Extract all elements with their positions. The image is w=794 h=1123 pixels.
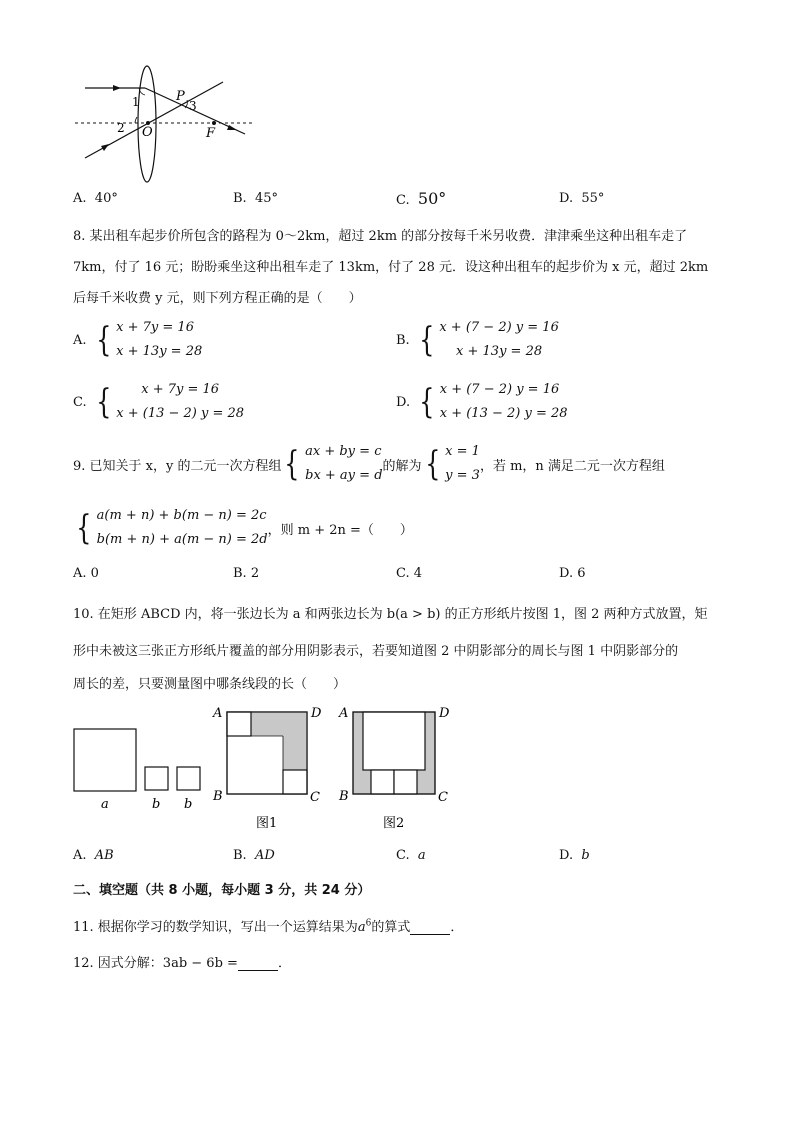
q9-stem-line2: { a(m + n) + b(m − n) = 2c b(m + n) + a(m − n) = 2d ，则 m + 2n =（ ） [76, 508, 413, 548]
label-a: a [101, 797, 109, 812]
q11-text: 11. 根据你学习的数学知识，写出一个运算结果为$a^6$的算式 ． [73, 918, 464, 935]
label-O: O [142, 125, 153, 140]
fig2-label-D: D [439, 706, 450, 721]
q10-line3: 周长的差，只要测量图中哪条线段的长（ ） [73, 677, 347, 692]
q10-line2: 形中未被这三张正方形纸片覆盖的部分用阴影表示，若要知道图 2 中阴影部分的周长与图 1 中阴影部分的 [73, 644, 679, 659]
q7-option-b[interactable]: B. 45° [233, 191, 278, 206]
square-b2 [177, 767, 200, 790]
q9-option-a[interactable]: A. 0 [73, 566, 99, 581]
figure2 [338, 706, 450, 831]
q8-line1: 8. 某出租车起步价所包含的路程为 0～2km，超过 2km 的部分按每千米另收费．津津乘坐这种出租车走了 [73, 229, 688, 244]
q9-option-d[interactable]: D. 6 [559, 566, 586, 581]
fig2-label-A: A [339, 706, 349, 721]
square-a [74, 729, 136, 791]
fig1-label-C: C [310, 790, 320, 805]
label-angle1: 1 [132, 95, 140, 109]
q7-option-a[interactable]: A. 40° [73, 191, 118, 206]
section2-heading: 二、填空题（共 8 小题，每小题 3 分，共 24 分） [73, 883, 371, 898]
q12-answer-blank[interactable] [238, 958, 278, 971]
label-P: P [176, 89, 185, 104]
q9-option-c[interactable]: C. 4 [396, 566, 423, 581]
label-b1: b [152, 797, 161, 812]
q8-line3: 后每千米收费 y 元，则下列方程正确的是（ ） [73, 291, 362, 306]
q7-lens-figure [73, 62, 258, 186]
label-b2: b [184, 797, 193, 812]
figure1 [212, 706, 322, 831]
q7-option-c[interactable]: C. 50° [396, 189, 447, 208]
fig1-label-B: B [213, 789, 223, 804]
fig2-label-C: C [438, 790, 448, 805]
q8-line2: 7km，付了 16 元；盼盼乘坐这种出租车走了 13km，付了 28 元．设这种出租车的起步价为 x 元，超过 2km [73, 260, 709, 275]
q10-option-b[interactable]: B. AD [233, 848, 275, 863]
label-angle3: 3 [189, 99, 197, 113]
q11-answer-blank[interactable] [410, 922, 450, 935]
fig2-caption: 图2 [383, 816, 405, 831]
q10-figure [70, 700, 460, 835]
q9-option-b[interactable]: B. 2 [233, 566, 260, 581]
fig1-label-A: A [213, 706, 223, 721]
fig2-label-B: B [339, 789, 349, 804]
label-angle2: 2 [117, 121, 125, 135]
q7-option-d[interactable]: D. 55° [559, 191, 605, 206]
q12-text: 12. 因式分解：3ab − 6b = ． [73, 956, 291, 971]
q10-option-c[interactable]: C. a [396, 848, 426, 863]
q10-option-a[interactable]: A. AB [73, 848, 114, 863]
label-F: F [206, 126, 216, 141]
q10-option-d[interactable]: D. b [559, 848, 590, 863]
fig1-caption: 图1 [256, 816, 278, 831]
q10-line1: 10. 在矩形 ABCD 内，将一张边长为 a 和两张边长为 b(a > b) 的正方形纸片按图 1，图 2 两种方式放置，矩 [73, 607, 708, 622]
square-b1 [145, 767, 168, 790]
q9-stem: 9. 已知关于 x，y 的二元一次方程组 { ax + by = c bx + ay = d 的解为 { x = 1 y = 3 ，若 m，n 满足二元一次方程组 [73, 444, 665, 484]
fig1-label-D: D [311, 706, 322, 721]
